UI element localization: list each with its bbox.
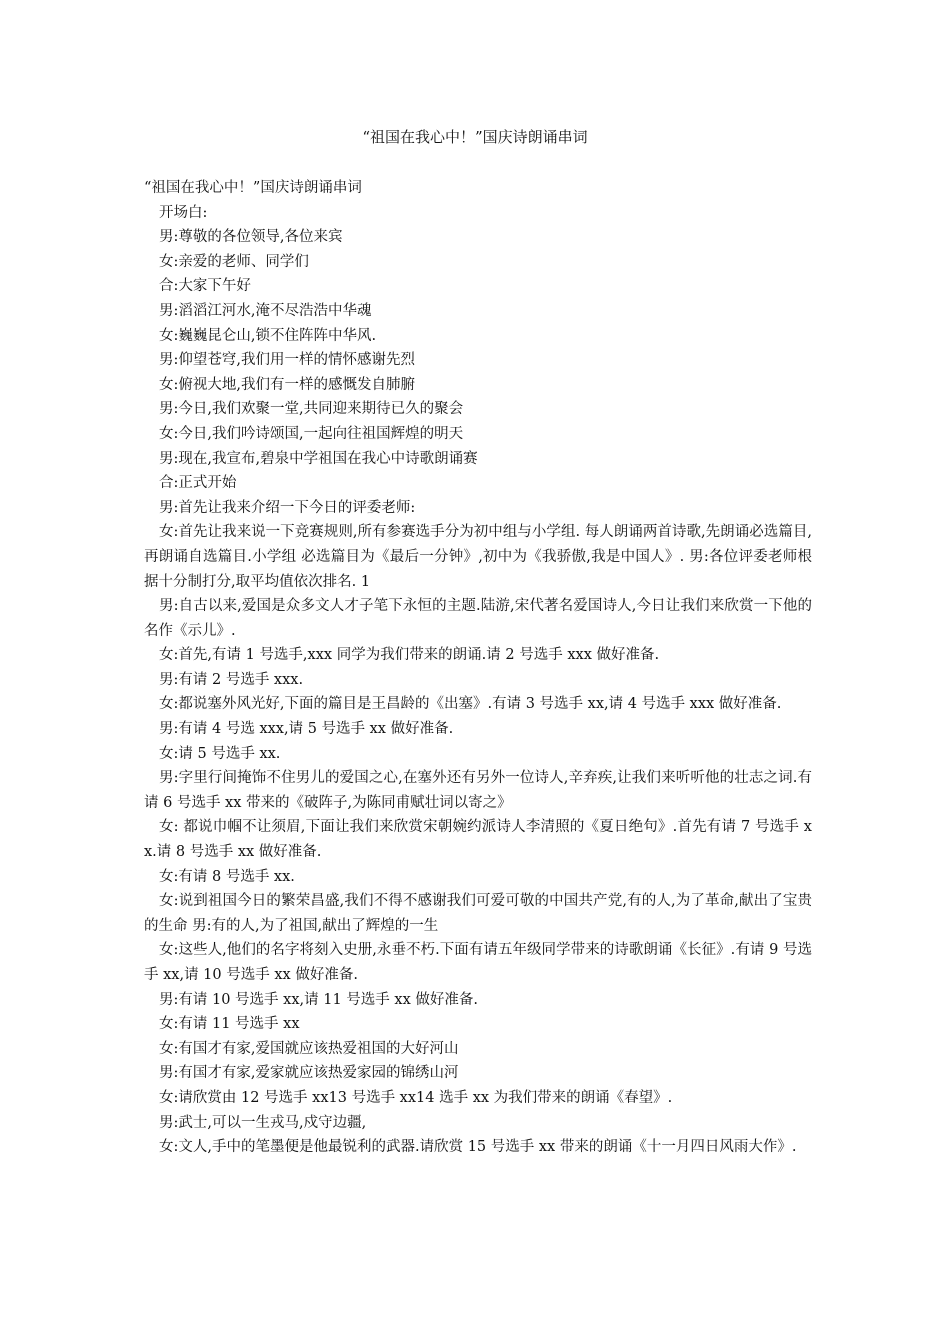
- paragraph: 女:有请 11 号选手 xx: [159, 1016, 300, 1033]
- paragraph: 女:首先,有请 1 号选手,xxx 同学为我们带来的朗诵.请 2 号选手 xxx 做好准备.: [159, 647, 660, 664]
- paragraph: 女:今日,我们吟诗颂国,一起向往祖国辉煌的明天: [159, 425, 464, 442]
- paragraph: 男:有请 4 号选 xxx,请 5 号选手 xx 做好准备.: [159, 721, 454, 738]
- paragraph: 男:首先让我来介绍一下今日的评委老师:: [159, 499, 416, 516]
- paragraph: 女:俯视大地,我们有一样的感慨发自肺腑: [159, 376, 415, 393]
- page-title: “祖国在我心中！”国庆诗朗诵串词: [362, 128, 588, 146]
- paragraph: 女:说到祖国今日的繁荣昌盛,我们不得不感谢我们可爱可敬的中国共产党,有的人,为了革命,献出了宝贵的生命 男:有的人,为了祖国,献出了辉煌的一生: [144, 893, 812, 934]
- paragraph: 女:有请 8 号选手 xx.: [159, 868, 295, 885]
- paragraph: 女:巍巍昆仑山,锁不住阵阵中华风.: [159, 327, 377, 344]
- document-body: [144, 176, 812, 1160]
- paragraph: 男:仰望苍穹,我们用一样的情怀感谢先烈: [159, 352, 415, 369]
- paragraph: 男:自古以来,爱国是众多文人才子笔下永恒的主题.陆游,宋代著名爱国诗人,今日让我们来欣赏一下他的名作《示儿》.: [144, 598, 812, 639]
- paragraph: 开场白:: [159, 204, 208, 221]
- paragraph: 女:请 5 号选手 xx.: [159, 745, 281, 762]
- paragraph: 男:现在,我宣布,碧泉中学祖国在我心中诗歌朗诵赛: [159, 450, 478, 467]
- paragraph: 女:亲爱的老师、同学们: [159, 253, 309, 270]
- paragraph: 男:有国才有家,爱家就应该热爱家园的锦绣山河: [159, 1065, 459, 1082]
- paragraph: 女: 都说巾帼不让须眉,下面让我们来欣赏宋朝婉约派诗人李清照的《夏日绝句》.首先有请 7 号选手 xx.请 8 号选手 xx 做好准备.: [144, 819, 812, 861]
- paragraph: 男:有请 10 号选手 xx,请 11 号选手 xx 做好准备.: [159, 991, 478, 1008]
- paragraph: 男:滔滔江河水,淹不尽浩浩中华魂: [159, 302, 372, 319]
- paragraph: 女:文人,手中的笔墨便是他最锐利的武器.请欣赏 15 号选手 xx 带来的朗诵《十一月四日风雨大作》.: [159, 1139, 797, 1156]
- paragraph: 女:首先让我来说一下竞赛规则,所有参赛选手分为初中组与小学组. 每人朗诵两首诗歌,先朗诵必选篇目,再朗诵自选篇目.小学组 必选篇目为《最后一分钟》,初中为《我骄傲,我是中国人》. 男:各位评委老师根据十分制打分,取平均值依次排名. 1: [144, 524, 812, 590]
- paragraph: 男:武士,可以一生戎马,戍守边疆,: [159, 1114, 367, 1131]
- paragraph: 女:都说塞外风光好,下面的篇目是王昌龄的《出塞》.有请 3 号选手 xx,请 4 号选手 xxx 做好准备.: [159, 696, 782, 713]
- paragraph: 男:今日,我们欢聚一堂,共同迎来期待已久的聚会: [159, 401, 464, 418]
- paragraph: 女:有国才有家,爱国就应该热爱祖国的大好河山: [159, 1040, 459, 1057]
- paragraph: 合:大家下午好: [159, 278, 251, 295]
- paragraph: 男:有请 2 号选手 xxx.: [159, 671, 304, 688]
- paragraph: 男:尊敬的各位领导,各位来宾: [159, 229, 343, 246]
- paragraph: “祖国在我心中！”国庆诗朗诵串词: [144, 180, 362, 196]
- paragraph: 合:正式开始: [159, 475, 237, 492]
- paragraph: 女:这些人,他们的名字将刻入史册,永垂不朽.下面有请五年级同学带来的诗歌朗诵《长征》.有请 9 号选手 xx,请 10 号选手 xx 做好准备.: [144, 942, 812, 983]
- paragraph: 女:请欣赏由 12 号选手 xx13 号选手 xx14 选手 xx 为我们带来的朗诵《春望》.: [159, 1089, 673, 1106]
- paragraph: 男:字里行间掩饰不住男儿的爱国之心,在塞外还有另外一位诗人,辛弃疾,让我们来听听他的壮志之词.有请 6 号选手 xx 带来的《破阵子,为陈同甫赋壮词以寄之》: [144, 770, 812, 811]
